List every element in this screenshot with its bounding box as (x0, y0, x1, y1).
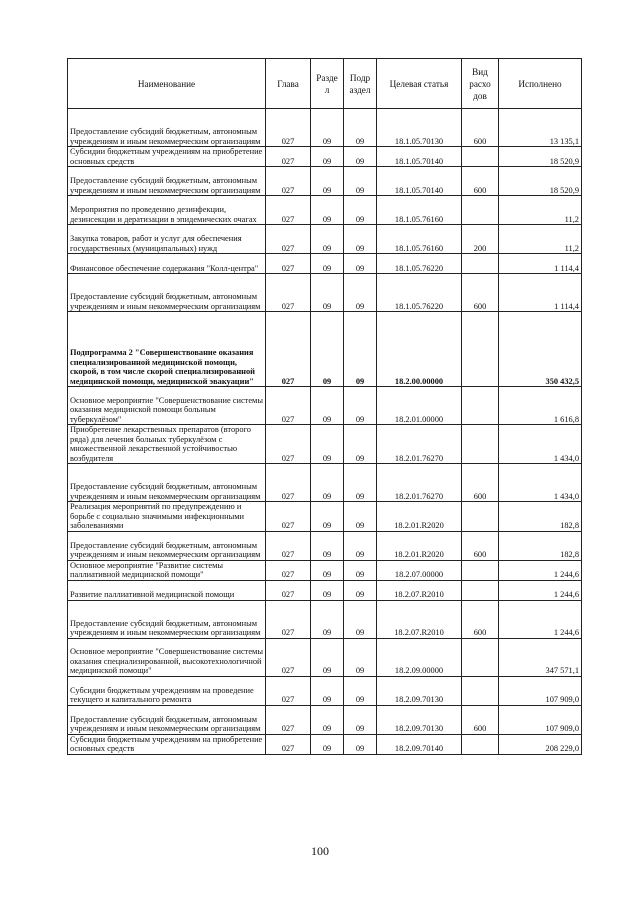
header-name: Наименование (68, 59, 266, 109)
header-vid: Вид расхо дов (462, 59, 499, 109)
cell-glava: 027 (266, 109, 311, 147)
cell-podrazdel: 09 (344, 705, 377, 734)
cell-vid (462, 580, 499, 600)
cell-name: Предоставление субсидий бюджетным, автономным учреждениям и иным некоммерческим организациям (68, 600, 266, 638)
cell-razdel: 09 (311, 638, 344, 676)
cell-glava: 027 (266, 312, 311, 387)
cell-amount: 350 432,5 (499, 312, 582, 387)
cell-statya: 18.2.01.00000 (377, 387, 462, 425)
cell-glava: 027 (266, 502, 311, 532)
cell-vid: 600 (462, 109, 499, 147)
cell-name: Субсидии бюджетным учреждениям на проведение текущего и капитального ремонта (68, 676, 266, 705)
cell-vid (462, 147, 499, 167)
cell-amount: 1 114,4 (499, 274, 582, 312)
cell-razdel: 09 (311, 147, 344, 167)
cell-statya: 18.2.01.76270 (377, 464, 462, 502)
cell-glava: 027 (266, 580, 311, 600)
cell-razdel: 09 (311, 425, 344, 464)
cell-podrazdel: 09 (344, 274, 377, 312)
cell-amount: 208 229,0 (499, 734, 582, 754)
cell-amount: 1 434,0 (499, 425, 582, 464)
cell-podrazdel: 09 (344, 464, 377, 502)
cell-amount: 18 520,9 (499, 147, 582, 167)
cell-statya: 18.1.05.76220 (377, 274, 462, 312)
header-glava: Глава (266, 59, 311, 109)
cell-glava: 027 (266, 425, 311, 464)
cell-razdel: 09 (311, 676, 344, 705)
cell-razdel: 09 (311, 196, 344, 225)
cell-amount: 107 909,0 (499, 705, 582, 734)
table-row (68, 464, 582, 502)
cell-amount: 107 909,0 (499, 676, 582, 705)
cell-razdel: 09 (311, 464, 344, 502)
cell-amount: 1 244,6 (499, 600, 582, 638)
cell-amount: 11,2 (499, 196, 582, 225)
cell-statya: 18.2.01.R2020 (377, 502, 462, 532)
header-podrazdel: Подр аздел (344, 59, 377, 109)
page-number: 100 (311, 844, 329, 858)
cell-razdel: 09 (311, 531, 344, 560)
cell-name: Основное мероприятие "Совершенствование системы оказания специализированной, высокотехнологичной медицинской помощи" (68, 638, 266, 676)
cell-razdel: 09 (311, 387, 344, 425)
cell-razdel: 09 (311, 312, 344, 387)
cell-vid (462, 502, 499, 532)
cell-name: Мероприятия по проведению дезинфекции, дезинсекции и дератизации в эпидемических очагах (68, 196, 266, 225)
cell-podrazdel: 09 (344, 196, 377, 225)
cell-amount: 1 616,8 (499, 387, 582, 425)
cell-razdel: 09 (311, 167, 344, 196)
cell-glava: 027 (266, 638, 311, 676)
header-amount: Исполнено (499, 59, 582, 109)
cell-name: Закупка товаров, работ и услуг для обеспечения государственных (муниципальных) нужд (68, 225, 266, 254)
cell-glava: 027 (266, 254, 311, 274)
cell-amount: 1 434,0 (499, 464, 582, 502)
cell-name: Субсидии бюджетным учреждениям на приобретение основных средств (68, 147, 266, 167)
cell-razdel: 09 (311, 109, 344, 147)
cell-vid: 600 (462, 167, 499, 196)
cell-vid (462, 387, 499, 425)
cell-razdel: 09 (311, 734, 344, 754)
cell-name: Основное мероприятие "Развитие системы паллиативной медицинской помощи" (68, 560, 266, 580)
cell-glava: 027 (266, 600, 311, 638)
cell-vid: 600 (462, 464, 499, 502)
cell-statya: 18.1.05.76160 (377, 196, 462, 225)
table-row (68, 425, 582, 464)
table-row (68, 196, 582, 225)
cell-name: Основное мероприятие "Совершенствование системы оказания медицинской помощи больным туберкулёзом" (68, 387, 266, 425)
table-row (68, 705, 582, 734)
table-row (68, 147, 582, 167)
cell-glava: 027 (266, 167, 311, 196)
cell-name: Развитие паллиативной медицинской помощи (68, 580, 266, 600)
cell-statya: 18.2.09.00000 (377, 638, 462, 676)
cell-name: Предоставление субсидий бюджетным, автономным учреждениям и иным некоммерческим организациям (68, 531, 266, 560)
cell-amount: 182,8 (499, 502, 582, 532)
cell-statya: 18.1.05.76160 (377, 225, 462, 254)
cell-amount: 11,2 (499, 225, 582, 254)
cell-glava: 027 (266, 274, 311, 312)
table-row (68, 312, 582, 387)
cell-podrazdel: 09 (344, 167, 377, 196)
cell-name: Предоставление субсидий бюджетным, автономным учреждениям и иным некоммерческим организациям (68, 167, 266, 196)
header-statya: Целевая статья (377, 59, 462, 109)
cell-statya: 18.2.07.00000 (377, 560, 462, 580)
cell-razdel: 09 (311, 274, 344, 312)
table-row (68, 225, 582, 254)
cell-podrazdel: 09 (344, 387, 377, 425)
cell-vid: 200 (462, 225, 499, 254)
cell-vid (462, 638, 499, 676)
cell-razdel: 09 (311, 600, 344, 638)
cell-podrazdel: 09 (344, 109, 377, 147)
cell-glava: 027 (266, 531, 311, 560)
cell-razdel: 09 (311, 502, 344, 532)
cell-podrazdel: 09 (344, 580, 377, 600)
cell-glava: 027 (266, 705, 311, 734)
cell-razdel: 09 (311, 560, 344, 580)
cell-vid: 600 (462, 274, 499, 312)
table-header-row (68, 59, 582, 109)
cell-podrazdel: 09 (344, 531, 377, 560)
cell-podrazdel: 09 (344, 560, 377, 580)
table-row (68, 274, 582, 312)
cell-amount: 13 135,1 (499, 109, 582, 147)
cell-razdel: 09 (311, 254, 344, 274)
cell-name: Субсидии бюджетным учреждениям на приобретение основных средств (68, 734, 266, 754)
cell-vid (462, 254, 499, 274)
cell-amount: 347 571,1 (499, 638, 582, 676)
cell-podrazdel: 09 (344, 502, 377, 532)
cell-podrazdel: 09 (344, 147, 377, 167)
table-row (68, 502, 582, 532)
cell-name: Предоставление субсидий бюджетным, автономным учреждениям и иным некоммерческим организациям (68, 109, 266, 147)
cell-glava: 027 (266, 225, 311, 254)
cell-name: Предоставление субсидий бюджетным, автономным учреждениям и иным некоммерческим организациям (68, 705, 266, 734)
cell-razdel: 09 (311, 705, 344, 734)
cell-statya: 18.2.01.R2020 (377, 531, 462, 560)
table-row (68, 254, 582, 274)
cell-glava: 027 (266, 560, 311, 580)
table-row (68, 560, 582, 580)
cell-statya: 18.2.09.70130 (377, 676, 462, 705)
cell-glava: 027 (266, 147, 311, 167)
cell-name: Реализация мероприятий по предупреждению и борьбе с социально значимыми инфекционными заболеваниями (68, 502, 266, 532)
table-row (68, 734, 582, 754)
cell-amount: 1 114,4 (499, 254, 582, 274)
cell-statya: 18.2.01.76270 (377, 425, 462, 464)
cell-statya: 18.2.07.R2010 (377, 600, 462, 638)
cell-vid (462, 560, 499, 580)
cell-name: Финансовое обеспечение содержания "Колл-центра" (68, 254, 266, 274)
cell-vid: 600 (462, 531, 499, 560)
table-row (68, 580, 582, 600)
cell-statya: 18.2.09.70140 (377, 734, 462, 754)
cell-podrazdel: 09 (344, 312, 377, 387)
table-row (68, 109, 582, 147)
cell-amount: 1 244,6 (499, 580, 582, 600)
cell-name: Подпрограмма 2 "Совершенствование оказания специализированной медицинской помощи, скорой, в том числе скорой специализированной медицинской помощи, медицинской эвакуации" (68, 312, 266, 387)
cell-statya: 18.2.07.R2010 (377, 580, 462, 600)
cell-glava: 027 (266, 734, 311, 754)
table-row (68, 676, 582, 705)
cell-vid (462, 676, 499, 705)
cell-vid (462, 425, 499, 464)
cell-name: Предоставление субсидий бюджетным, автономным учреждениям и иным некоммерческим организациям (68, 464, 266, 502)
cell-podrazdel: 09 (344, 734, 377, 754)
cell-amount: 182,8 (499, 531, 582, 560)
cell-podrazdel: 09 (344, 225, 377, 254)
cell-statya: 18.2.00.00000 (377, 312, 462, 387)
table-row (68, 600, 582, 638)
table-row (68, 387, 582, 425)
table-row (68, 531, 582, 560)
cell-razdel: 09 (311, 580, 344, 600)
cell-glava: 027 (266, 196, 311, 225)
budget-table (67, 58, 582, 755)
cell-amount: 18 520,9 (499, 167, 582, 196)
table-row (68, 638, 582, 676)
cell-name: Приобретение лекарственных препаратов (второго ряда) для лечения больных туберкулёзом с множественной лекарственной устойчивостью возбудителя (68, 425, 266, 464)
cell-statya: 18.2.09.70130 (377, 705, 462, 734)
cell-vid: 600 (462, 705, 499, 734)
cell-podrazdel: 09 (344, 425, 377, 464)
cell-statya: 18.1.05.70140 (377, 167, 462, 196)
cell-podrazdel: 09 (344, 254, 377, 274)
cell-amount: 1 244,6 (499, 560, 582, 580)
table-body (68, 109, 582, 755)
cell-statya: 18.1.05.70140 (377, 147, 462, 167)
cell-podrazdel: 09 (344, 600, 377, 638)
cell-vid (462, 312, 499, 387)
cell-vid: 600 (462, 600, 499, 638)
cell-podrazdel: 09 (344, 676, 377, 705)
cell-glava: 027 (266, 676, 311, 705)
cell-statya: 18.1.05.76220 (377, 254, 462, 274)
table-row (68, 167, 582, 196)
cell-podrazdel: 09 (344, 638, 377, 676)
cell-statya: 18.1.05.70130 (377, 109, 462, 147)
cell-razdel: 09 (311, 225, 344, 254)
cell-name: Предоставление субсидий бюджетным, автономным учреждениям и иным некоммерческим организациям (68, 274, 266, 312)
cell-glava: 027 (266, 387, 311, 425)
cell-glava: 027 (266, 464, 311, 502)
cell-vid (462, 196, 499, 225)
cell-vid (462, 734, 499, 754)
header-razdel: Разде л (311, 59, 344, 109)
